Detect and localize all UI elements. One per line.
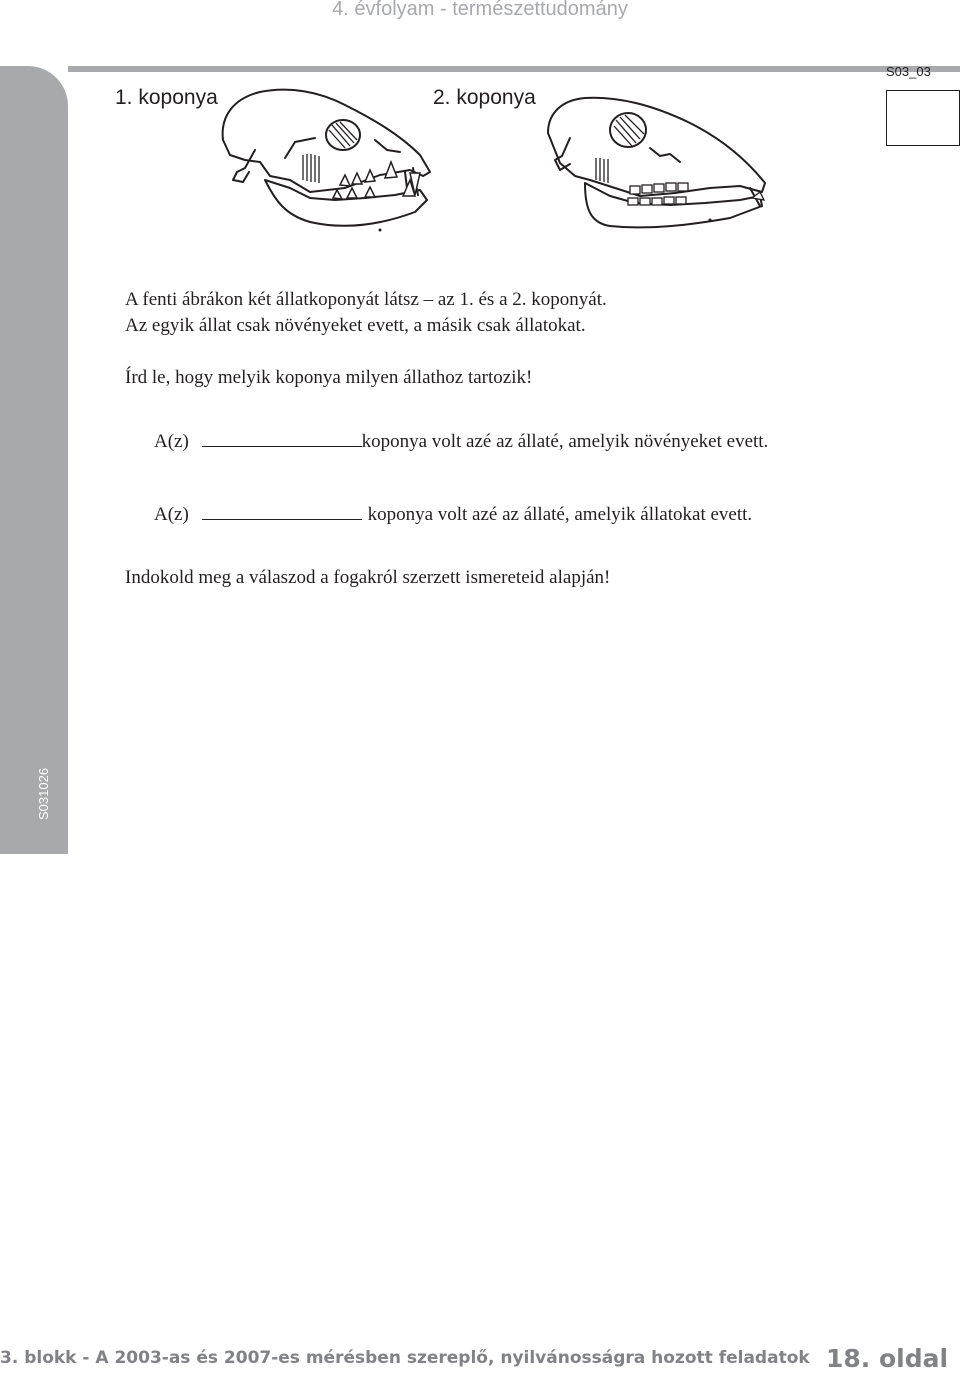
herbivore-skull-image: [540, 88, 770, 243]
carnivore-skull-image: [215, 80, 445, 245]
task-code: S03_03: [886, 64, 931, 79]
side-code: S031026: [36, 767, 51, 820]
skull-2-label: 2. koponya: [433, 86, 536, 109]
instruction-line-2: Az egyik állat csak növényeket evett, a másik csak állatokat.: [125, 315, 586, 336]
answer-row-herbivore: [154, 428, 768, 454]
instruction-line-3: Írd le, hogy melyik koponya milyen állathoz tartozik!: [125, 367, 533, 388]
answer-1-blank[interactable]: [202, 428, 362, 447]
answer-2-prefix: A(z): [154, 504, 189, 525]
skull-1-label: 1. koponya: [115, 86, 218, 109]
top-band: [68, 66, 960, 72]
answer-1-prefix: A(z): [154, 431, 189, 452]
page-number: 18. oldal: [826, 1344, 949, 1373]
answer-row-carnivore: [154, 501, 752, 527]
side-bar: [0, 66, 68, 854]
footer-text: 3. blokk - A 2003-as és 2007-es mérésben szereplő, nyilvánosságra hozott feladatok: [0, 1348, 810, 1368]
instruction-line-1: A fenti ábrákon két állatkoponyát látsz – az 1. és a 2. koponyát.: [125, 289, 607, 310]
answer-2-blank[interactable]: [202, 501, 362, 520]
page-header-title: 4. évfolyam - természettudomány: [332, 0, 628, 20]
instruction-line-4: Indokold meg a válaszod a fogakról szerzett ismereteid alapján!: [125, 567, 611, 588]
score-box: [886, 90, 960, 146]
answer-1-suffix: koponya volt azé az állaté, amelyik növényeket evett.: [361, 431, 769, 452]
answer-2-suffix: koponya volt azé az állaté, amelyik állatokat evett.: [367, 504, 753, 525]
